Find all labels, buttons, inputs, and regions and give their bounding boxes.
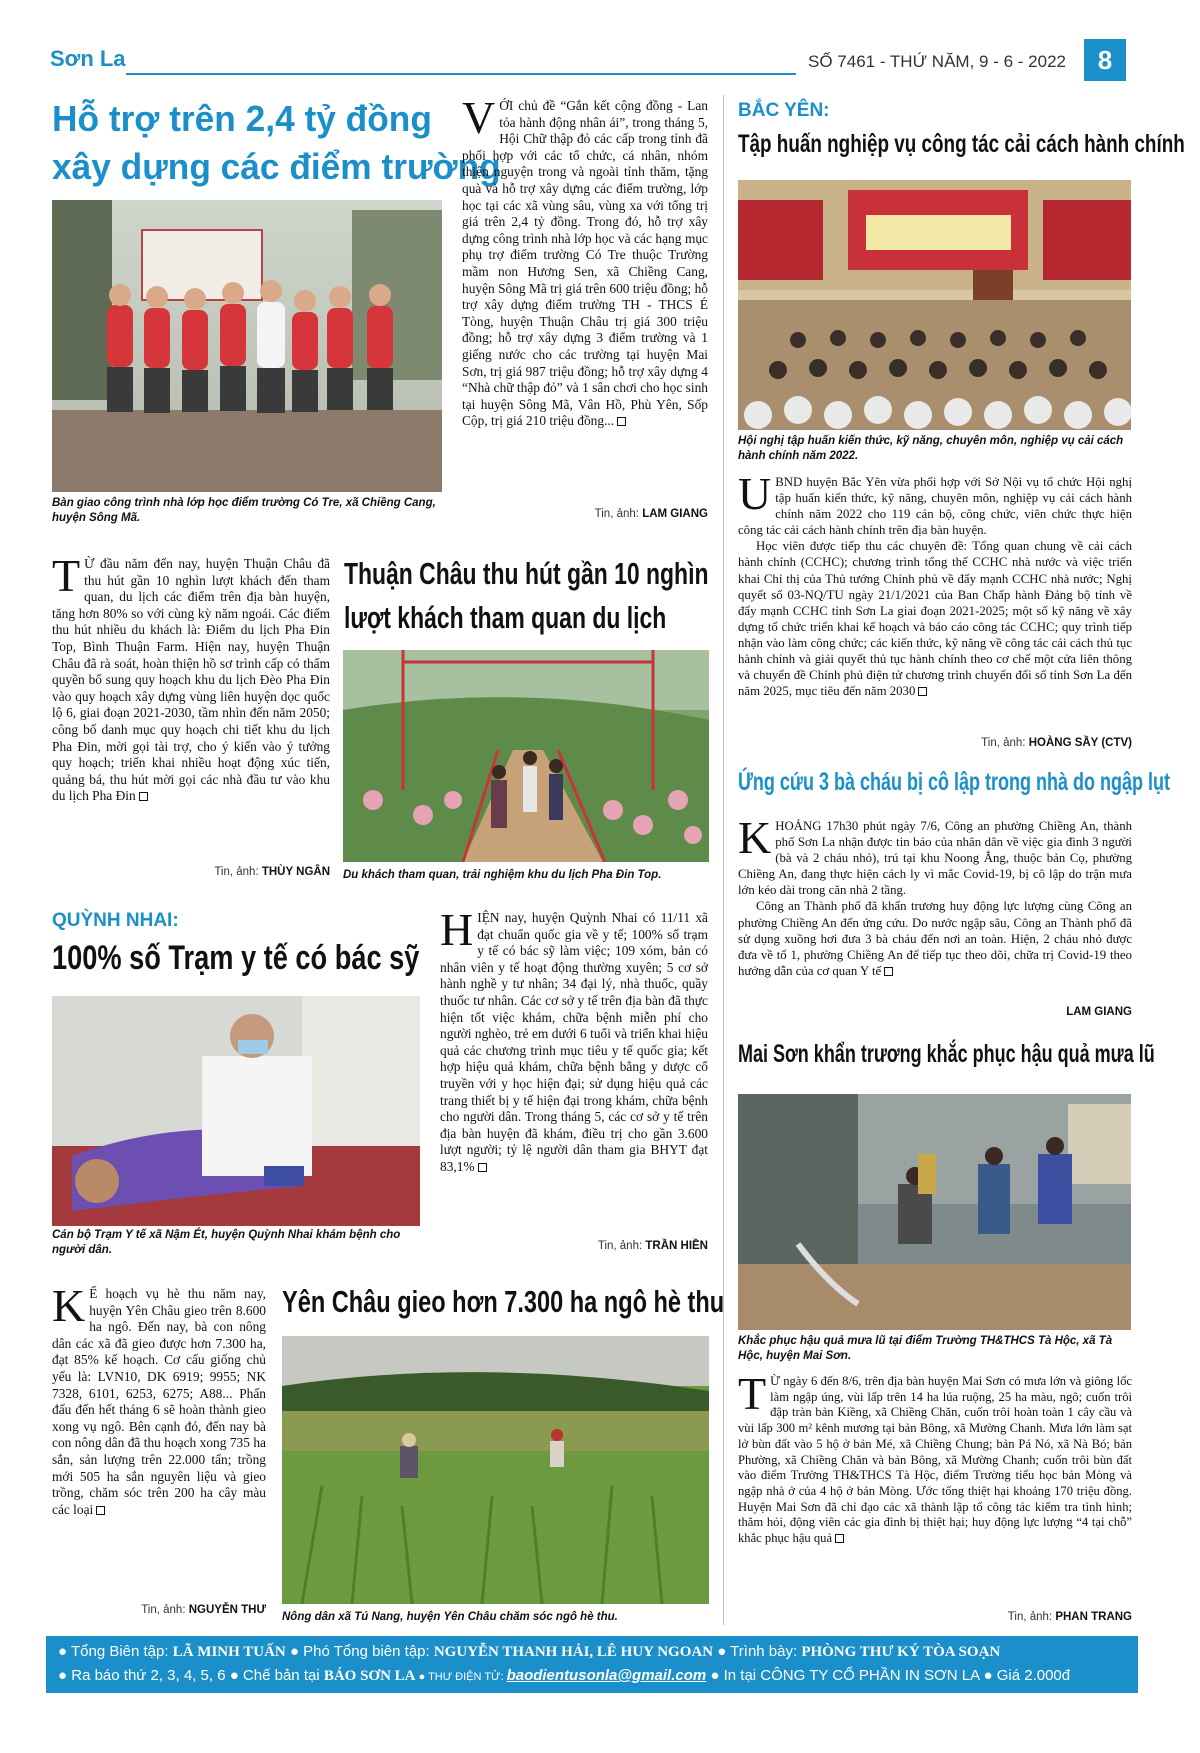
a7-caption: Nông dân xã Tú Nang, huyện Yên Châu chăm sóc ngô hè thu.: [282, 1611, 618, 1623]
a3-dropcap: T: [52, 550, 81, 601]
issue-info: SỐ 7461 - THỨ NĂM, 9 - 6 - 2022: [808, 52, 1066, 71]
a3-caption: Du khách tham quan, trải nghiệm khu du lịch Pha Đin Top.: [343, 869, 662, 881]
a5-caption: Cán bộ Trạm Y tế xã Nậm Ét, huyện Quỳnh Nhai khám bệnh cho người dân.: [52, 1229, 401, 1256]
a3-body: [52, 550, 330, 805]
a6-body: [738, 1368, 1132, 1547]
a5-credit: [440, 1240, 708, 1252]
a2-body: [738, 468, 1132, 699]
end-mark-icon: [617, 417, 626, 426]
footer-editor: LÃ MINH TUẤN: [172, 1644, 286, 1660]
credit-author: PHAN TRANG: [1055, 1611, 1132, 1623]
a7-photo-corn-field: [282, 1336, 709, 1604]
end-mark-icon: [96, 1506, 105, 1515]
a4-headline: Ứng cứu 3 bà cháu bị cô lập trong nhà do ngập lụt: [738, 768, 1170, 796]
end-mark-icon: [918, 687, 927, 696]
a2-para-1: BND huyện Bắc Yên vừa phối hợp với Sở Nội vụ tổ chức Hội nghị tập huấn kiến thức, kỹ năng, chuyên môn, nghiệp vụ cải cách hành chính năm 2022 cho 119 cán bộ, công chức, viên chức thực hiện công tác cải cách hành chính trên địa bàn huyện.: [738, 475, 1132, 538]
credit-prefix: Tin, ảnh:: [981, 737, 1029, 749]
header-rule: [126, 73, 796, 75]
a2-para-2: Học viên được tiếp thu các chuyên đề: Tổng quan chung về cải cách hành chính (CCHC); chương trình tổng thể CCHC nhà nước và việc triển khai Chỉ thị của Thủ tướng Chính phủ về đẩy mạnh CCHC nhà nước; Nghị quyết số 03-NQ/TU ngày 21/1/2021 của Ban Chấp hành Đảng bộ tỉnh về đẩy mạnh CCHC tỉnh Sơn La giai đoạn 2021-2025; một số kỹ năng về xây dựng tổ chức triển khai kế hoạch và báo cáo công tác CCHC; quy trình tiếp nhận vào làm công chức; các kiến thức, kỹ năng về công tác cải cách thủ tục hành chính và giải quyết thủ tục hành chính theo cơ chế một cửa liên thông và chuyển đề Chính phủ điện tử chương trình chuyển đổi số tỉnh Sơn La đến năm 2025, mục tiêu đến năm 2030: [738, 539, 1132, 699]
footer-line-1: ● Tổng Biên tập: LÃ MINH TUẤN ● Phó Tổng biên tập: NGUYỄN THANH HẢI, LÊ HUY NGOAN ● Trình bày: PHÒNG THƯ KÝ TÒA SOẠN: [58, 1643, 1001, 1660]
a2-photo-conference: [738, 180, 1131, 430]
a4-body: [738, 812, 1132, 979]
a5-photo-doctor: [52, 996, 420, 1226]
footer-credits: [46, 1636, 1138, 1693]
credit-author: HOÀNG SẦY (CTV): [1028, 737, 1132, 749]
a3-headline-1: Thuận Châu thu hút gần 10 nghìn: [344, 556, 709, 591]
a1-caption: Bàn giao công trình nhà lớp học điểm trường Có Tre, xã Chiềng Cang, huyện Sông Mã.: [52, 497, 436, 524]
a5-kicker: QUỲNH NHAI:: [52, 910, 179, 931]
a6-caption: Khắc phục hậu quả mưa lũ tại điểm Trường TH&THCS Tà Hộc, xã Tà Hộc, huyện Mai Sơn.: [738, 1335, 1113, 1362]
a2-headline: Tập huấn nghiệp vụ công tác cải cách hành chính: [738, 130, 1185, 158]
a6-credit: [960, 1611, 1132, 1623]
a2-dropcap: U: [738, 468, 772, 519]
credit-prefix: Tin, ảnh:: [214, 866, 262, 878]
a7-dropcap: K: [52, 1280, 86, 1331]
credit-author: TRẦN HIỀN: [645, 1240, 708, 1252]
a3-credit: [52, 866, 330, 878]
a7-body: [52, 1280, 266, 1518]
a7-text: Ế hoạch vụ hè thu năm nay, huyện Yên Châu gieo trên 8.600 ha ngô. Đến nay, bà con nông dân các xã đã gieo được hơn 7.300 ha, đạt 85% kế hoạch. Cơ cấu giống chủ yếu là: LVN10, DK 6919; 9955; NK 7328, 6101, 6253, 6275; A88... Phấn đấu đến hết tháng 6 sẽ hoàn thành gieo xong vụ ngô. Bên cạnh đó, đến nay bà con nông dân đã thu hoạch xong 735 ha sắn, sản lượng trên 22.000 tấn; trồng mới 505 ha sắn nguyên liệu và gieo trồng, chăm sóc trên 200 ha cây màu các loại: [52, 1286, 266, 1517]
a1-headline-2: xây dựng các điểm trường: [52, 146, 501, 187]
a1-dropcap: V: [462, 92, 496, 143]
page-number: 8: [1084, 39, 1126, 81]
end-mark-icon: [478, 1163, 487, 1172]
end-mark-icon: [835, 1534, 844, 1543]
a7-credit: [52, 1604, 266, 1616]
credit-author: LAM GIANG: [1066, 1006, 1132, 1018]
a5-dropcap: H: [440, 904, 474, 955]
footer-editor-label: Tổng Biên tập:: [70, 1643, 173, 1660]
credit-author: THÙY NGÂN: [261, 866, 330, 878]
footer-layout: PHÒNG THƯ KÝ TÒA SOẠN: [801, 1644, 1001, 1660]
a2-caption: Hội nghị tập huấn kiến thức, kỹ năng, chuyên môn, nghiệp vụ cải cách hành chính năm 2022.: [738, 435, 1124, 462]
a3-photo-tourists: [343, 650, 709, 862]
a3-headline-2: lượt khách tham quan du lịch: [344, 600, 667, 635]
footer-email-link[interactable]: baodientusonla@gmail.com: [506, 1667, 707, 1684]
end-mark-icon: [139, 792, 148, 801]
section-name: Sơn La: [50, 46, 126, 71]
credit-prefix: Tin, ảnh:: [141, 1604, 189, 1616]
footer-layout-label: ● Trình bày:: [713, 1643, 802, 1660]
credit-author: LAM GIANG: [642, 508, 708, 520]
a1-headline-1: Hỗ trợ trên 2,4 tỷ đồng: [52, 98, 432, 139]
a3-text: Ừ đầu năm đến nay, huyện Thuận Châu đã thu hút gần 10 nghìn lượt khách đến tham quan, du lịch các điểm trên địa bàn huyện, tăng hơn 80% so với cùng kỳ năm ngoái. Các điểm thu hút nhiều du khách là: Điểm du lịch Pha Đin Top, Bình Thuận Farm. Hiện nay, huyện Thuận Châu đã rà soát, hoàn thiện hồ sơ trình cấp có thẩm quyền bổ sung quy hoạch khu du lịch Đèo Pha Đin vào quy hoạch xây dựng vùng liên huyện dọc quốc lộ 6, giai đoạn 2021-2030, tầm nhìn đến năm 2050; công bố danh mục quy hoạch chi tiết khu du lịch Pha Đin, mời gọi tài trợ, cho ý kiến vào ý tưởng quy hoạch; triển khai nhiều hoạt động xúc tiến, quảng bá, thu hút mời gọi các nhà đầu tư vào khu du lịch Pha Đin: [52, 556, 330, 804]
footer-email-label: ● THƯ ĐIỆN TỬ:: [415, 1671, 507, 1683]
a6-text: Ừ ngày 6 đến 8/6, trên địa bàn huyện Mai Sơn có mưa lớn và giông lốc làm ngập úng, vùi lấp trên 14 ha lúa ruộng, 25 ha màu, ngô; cuốn trôi đập tràn bản Kiềng, xã Chiềng Chăn, cuốn trôi hoàn toàn 1 cây cầu và vùi lấp 300 m² kênh mương tại bản Bông, xã Mường Chanh. Mưa lớn làm sạt lở bùn đất vào 5 hộ ở bản Mé, xã Chiềng Chung; bản Pá Nó, xã Nà Bó; bản Phường, xã Chiềng Chăn và bản Bông, xã Mường Chanh; cuốn trôi bùn đất vào điểm Trường TH&THCS Tà Hộc, điểm Trường tiểu học bản Mòng và ngập nhà ở của 4 hộ ở bản Mòng. Ước tổng thiệt hại khoảng 170 triệu đồng. Huyện Mai Sơn đã chỉ đạo các xã thành lập tổ công tác kiểm tra tình hình; thăm hỏi, động viên các gia đình bị thiệt hại; huy động lực lượng “4 tại chỗ” khắc phục hậu quả: [738, 1374, 1132, 1546]
a2-kicker: BẮC YÊN:: [738, 100, 830, 121]
a5-headline: 100% số Trạm y tế có bác sỹ: [52, 939, 420, 977]
a1-photo-handover: [52, 200, 442, 492]
credit-prefix: Tin, ảnh:: [1007, 1611, 1056, 1623]
a1-credit: [462, 508, 708, 520]
credit-prefix: Tin, ảnh:: [597, 1240, 646, 1252]
a4-para-2: Công an Thành phố đã khẩn trương huy động lực lượng cùng Công an phường Chiềng An đến ứng cứu. Do nước ngập sâu, Công an Thành phố đã sử dụng xuồng hơi đưa 3 bà cháu đến nơi an toàn. Hiện, 2 cháu nhỏ được đưa về tổ 1, phường Chiềng An để tiếp tục theo dõi, chữa trị Covid-19 theo hướng dẫn của cơ quan Y tế: [738, 899, 1132, 978]
column-divider: [723, 95, 724, 1625]
credit-prefix: Tin, ảnh:: [594, 508, 643, 520]
credit-author: NGUYỄN THƯ: [188, 1604, 266, 1616]
a6-dropcap: T: [738, 1368, 767, 1419]
a2-credit: [900, 737, 1132, 749]
footer-line-2: ● Ra báo thứ 2, 3, 4, 5, 6 ● Chế bản tại BÁO SƠN LA ● THƯ ĐIỆN TỬ: baodientusonla@gmail.com ● In tại CÔNG TY CỔ PHẦN IN SƠN LA ● Giá 2.000đ: [58, 1667, 1071, 1684]
a7-headline: Yên Châu gieo hơn 7.300 ha ngô hè thu: [282, 1284, 725, 1319]
a6-photo-flood-cleanup: [738, 1094, 1131, 1330]
end-mark-icon: [884, 967, 893, 976]
a5-body: [440, 904, 708, 1176]
a4-credit: [900, 1006, 1132, 1018]
a1-body: [462, 92, 708, 430]
a5-text: IỆN nay, huyện Quỳnh Nhai có 11/11 xã đạt chuẩn quốc gia về y tế; 100% số trạm y tế có bác sỹ làm việc; 109 xóm, bản có nhân viên y tế hoạt động thường xuyên; 5 cơ sở hành nghề y tư nhân; 34 đại lý, nhà thuốc, quầy thuốc tư nhân. Các cơ sở y tế trên địa bàn đã thực hiện tốt việc khám, chữa bệnh miễn phí cho người nghèo, trẻ em dưới 6 tuổi và triển khai hiệu quả các chương trình mục tiêu y tế quốc gia; kết hợp hiệu quả khám, chữa bệnh bằng y dược cổ truyền với y học hiện đại; sử dụng hiệu quả các trang thiết bị y tế hiện đại trong khám, chữa bệnh cho người dân. Trong tháng 5, các cơ sở y tế trên địa bàn huyện đã khám, điều trị cho gần 3.600 lượt người; tỷ lệ người dân tham gia BHYT đạt 83,1%: [440, 910, 708, 1174]
footer-press: BÁO SƠN LA: [323, 1668, 416, 1684]
a4-dropcap: K: [738, 812, 772, 863]
a6-headline: Mai Sơn khẩn trương khắc phục hậu quả mưa lũ: [738, 1040, 1155, 1068]
footer-deputy-label: ● Phó Tổng biên tập:: [285, 1643, 434, 1660]
footer-deputy: NGUYỄN THANH HẢI, LÊ HUY NGOAN: [433, 1644, 714, 1660]
a1-text: ỚI chủ đề “Gắn kết cộng đồng - Lan tỏa hành động nhân ái”, trong tháng 5, Hội Chữ thập đỏ các cấp trong tỉnh đã phối hợp với các tổ chức, cá nhân, nhóm thiện nguyện trong và ngoài tỉnh thăm, tặng quà và hỗ trợ xây dựng các điểm trường, lớp học tại các xã vùng sâu, vùng xa với tổng trị giá trên 2,4 tỷ đồng. Trong đó, hỗ trợ xây dựng công trình nhà lớp học và các hạng mục phụ trợ điểm trường Có Tre thuộc Trường mầm non Hương Sen, xã Chiềng Cang, huyện Sông Mã trị giá trên 600 triệu đồng; hỗ trợ xây dựng điểm trường TH - THCS É Tòng, huyện Thuận Châu trị giá 300 triệu đồng; hỗ trợ xây dựng 3 điểm trường và 1 giếng nước cho các trường tại huyện Mai Sơn, trị giá 987 triệu đồng; hỗ trợ xây dựng 4 “Nhà chữ thập đỏ” và 1 sân chơi cho học sinh tại huyện Sông Mã, Vân Hồ, Phù Yên, Sốp Cộp, trị giá 210 triệu đồng...: [462, 98, 708, 429]
a4-para-1: HOẢNG 17h30 phút ngày 7/6, Công an phường Chiềng An, thành phố Sơn La nhận được tin báo của nhân dân về việc gia đình 3 người (bà và 2 cháu nhỏ), trú tại khu Noong Ẳng, thuộc bản Cọ, phường Chiềng An, đang thực hiện cách ly vì mắc Covid-19, bị cô lập do trận mưa lớn kéo dài trong căn nhà 2 tầng.: [738, 819, 1132, 898]
footer-publish-info: Ra báo thứ 2, 3, 4, 5, 6 ● Chế bản tại: [71, 1667, 324, 1684]
footer-printer: ● In tại CÔNG TY CỔ PHẦN IN SƠN LA ● Giá 2.000đ: [706, 1667, 1071, 1684]
